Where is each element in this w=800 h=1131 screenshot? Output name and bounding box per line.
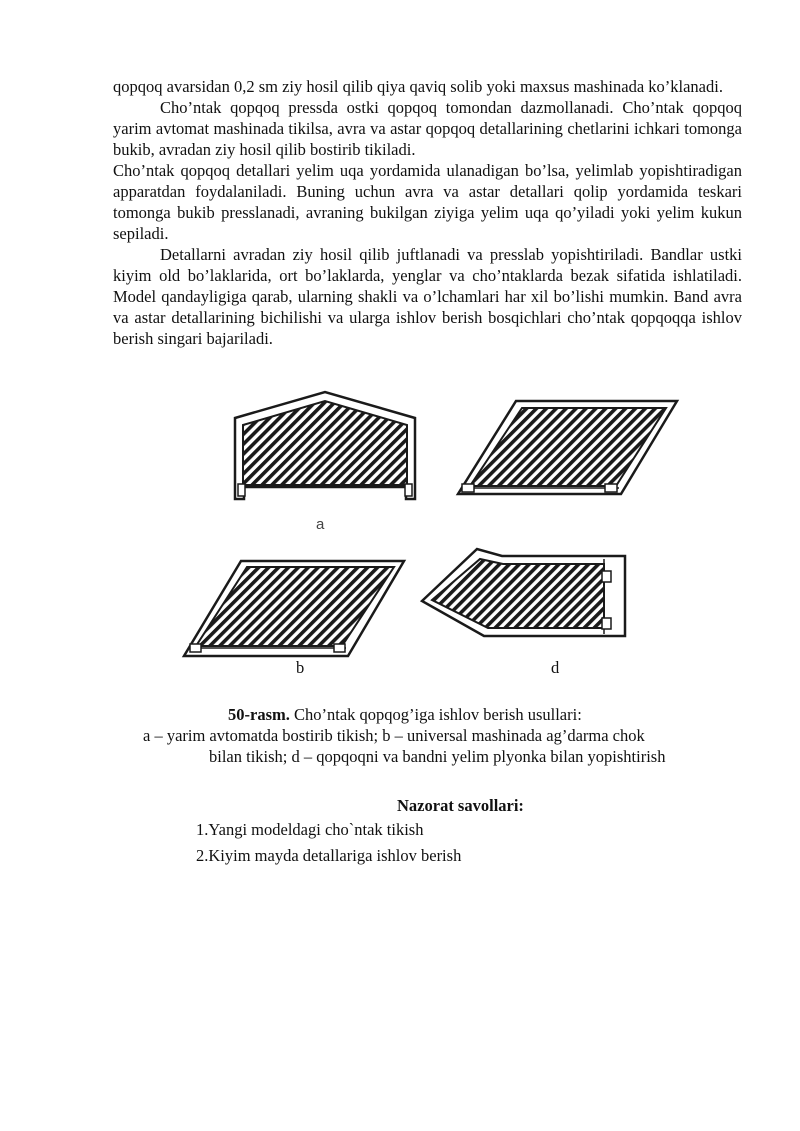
control-question-1: 1.Yangi modeldagi cho`ntak tikish xyxy=(196,820,424,839)
figure-pocket-flap-methods xyxy=(0,388,800,688)
figure-number: 50-rasm. xyxy=(228,705,290,724)
figure-caption-line-3: bilan tikish; d – qopqoqni va bandni yelim plyonka bilan yopishtirish xyxy=(209,747,666,766)
paragraph-glue: Cho’ntak qopqoq detallari yelim uqa yordamida ulanadigan bo’lsa, yelimlab yopishtiradigan apparatdan foydalaniladi. Buning uchun avra va astar detallari qolip yordamida teskari tomonga bukib presslanadi, avraning bukilgan ziyiga yelim uqa qo’yiladi yoki yelim kukun sepiladi. xyxy=(113,161,742,243)
paragraph-continuation: qopqoq avarsidan 0,2 sm ziy hosil qilib qiya qaviq solib yoki maxsus mashinada ko’klanadi. xyxy=(113,77,723,96)
control-question-2: 2.Kiyim mayda detallariga ishlov berish xyxy=(196,846,462,865)
figure-label-a: a xyxy=(316,516,325,533)
flap-diagram-a-left xyxy=(235,392,415,499)
figure-caption-title xyxy=(228,704,582,725)
flap-diagram-a-right xyxy=(458,401,677,494)
figure-caption-line-2: a – yarim avtomatda bostirib tikish; b – universal mashinada ag’darma chok xyxy=(143,726,645,745)
flap-diagram-b xyxy=(184,561,404,656)
figure-title: Cho’ntak qopqog’iga ishlov berish usullari: xyxy=(289,705,582,724)
figure-label-d: d xyxy=(551,658,560,677)
body-text xyxy=(113,76,742,349)
flap-diagram-d xyxy=(422,549,625,636)
control-questions-heading: Nazorat savollari: xyxy=(397,796,524,815)
paragraph-bands: Detallarni avradan ziy hosil qilib juftlanadi va presslab yopishtiriladi. Bandlar ustki kiyim old bo’laklarida, ort bo’laklarda, yenglar va cho’ntaklarda bezak sifatida ishlatiladi. Model qandayligiga qarab, ularning shakli va o’lchamlari har xil bo’lishi mumkin. Band avra va astar detallarining bichilishi va ularga ishlov berish bosqichlari cho’ntak qopqoqqa ishlov berish singari bajariladi. xyxy=(113,245,742,348)
paragraph-pressing: Cho’ntak qopqoq pressda ostki qopqoq tomondan dazmollanadi. Cho’ntak qopqoq yarim avtomat mashinada tikilsa, avra va astar qopqoq detallarining chetlarini ichkari tomonga bukib, avradan ziy hosil qilib bostirib tikiladi. xyxy=(113,98,742,159)
figure-label-b: b xyxy=(296,658,305,677)
